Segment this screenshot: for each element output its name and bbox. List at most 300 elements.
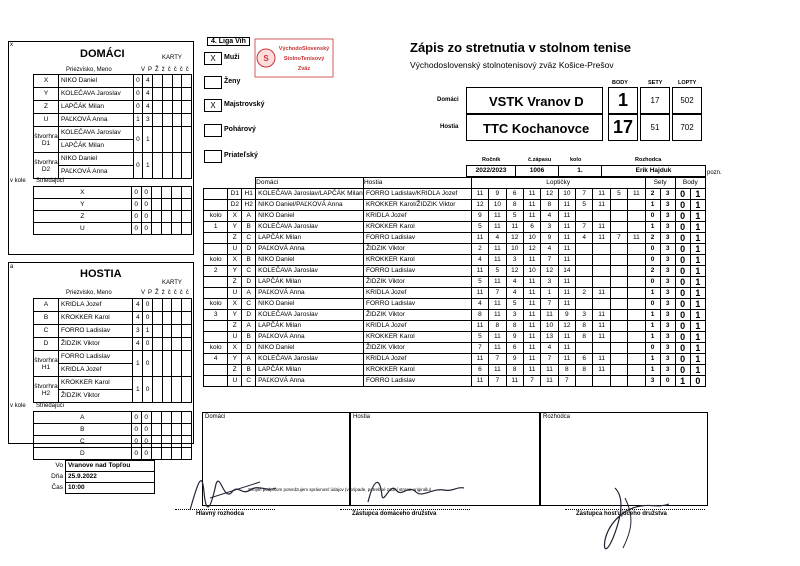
doubles-name: FORRO Ladislav — [58, 351, 132, 364]
match-ball-score — [628, 255, 645, 266]
match-away-pos: C — [242, 266, 256, 277]
home-panel-corner: x — [10, 42, 13, 48]
card-cell — [151, 187, 161, 199]
notes-rozhodca-label: Rozhodca — [543, 414, 571, 420]
home-panel-title: DOMÁCI — [80, 48, 125, 60]
score-home-points: 1 — [608, 87, 638, 114]
sub-wins: 0 — [131, 424, 141, 436]
match-away-pos: B — [242, 365, 256, 376]
match-ball-score: 11 — [558, 354, 575, 365]
match-ball-score — [610, 365, 627, 376]
match-ball-score: 9 — [471, 211, 488, 222]
meta-pozn: pozn. — [707, 170, 722, 176]
match-sets-away: 3 — [660, 244, 675, 255]
match-ball-score: 10 — [523, 233, 540, 244]
doubles-wins: 0 — [133, 153, 143, 179]
meta-rozhodca-label: Rozhodca — [635, 157, 662, 163]
card-cell — [171, 436, 181, 448]
match-away-player: KRIDLA Jozef — [363, 354, 471, 365]
card-cell — [182, 153, 192, 179]
match-kolo: kolo — [204, 211, 228, 222]
match-ball-score: 7 — [541, 299, 558, 310]
sub-row — [34, 448, 192, 460]
match-ball-score: 11 — [489, 277, 506, 288]
card-cell — [151, 223, 161, 235]
match-points-home: 0 — [675, 343, 690, 354]
home-players-table — [33, 74, 192, 179]
match-kolo — [204, 200, 228, 211]
match-home-pos: U — [228, 376, 242, 387]
card-cell — [162, 114, 172, 127]
card-cell — [153, 351, 163, 377]
match-ball-score: 11 — [593, 288, 610, 299]
match-ball-score: 7 — [471, 343, 488, 354]
match-ball-score — [576, 244, 593, 255]
card-cell — [181, 187, 191, 199]
card-cell — [162, 325, 172, 338]
match-sets-away: 3 — [660, 255, 675, 266]
match-ball-score — [628, 266, 645, 277]
card-cell — [161, 424, 171, 436]
away-subs-label: v kole — [10, 403, 26, 409]
match-away-player: ŽIDZIK Viktor — [363, 244, 471, 255]
match-ball-score: 11 — [593, 189, 610, 200]
col-body: Body — [675, 178, 705, 189]
match-ball-score: 11 — [523, 189, 540, 200]
match-points-away: 1 — [690, 299, 705, 310]
match-home-pos: D1 — [228, 189, 242, 200]
card-cell — [181, 436, 191, 448]
svg-text:S: S — [263, 54, 269, 63]
match-home-player: NIKO Daniel/PAĽKOVÁ Anna — [256, 200, 364, 211]
match-home-player: KOLEČAVA Jaroslav — [256, 266, 364, 277]
match-ball-score: 11 — [593, 365, 610, 376]
match-kolo — [204, 244, 228, 255]
match-away-player: KRIDLA Jozef — [363, 288, 471, 299]
match-away-pos: B — [242, 222, 256, 233]
match-points-home: 0 — [675, 255, 690, 266]
match-ball-score: 6 — [506, 343, 523, 354]
venue-label: Čas — [51, 484, 63, 491]
match-ball-score: 10 — [489, 200, 506, 211]
match-ball-score: 5 — [471, 332, 488, 343]
match-sets-home: 1 — [645, 321, 660, 332]
match-ball-score — [610, 255, 627, 266]
match-points-home: 0 — [675, 321, 690, 332]
doubles-name: NIKO Daniel — [58, 153, 133, 166]
match-ball-score: 11 — [489, 310, 506, 321]
match-points-away: 1 — [690, 288, 705, 299]
form-title: Zápis zo stretnutia v stolnom tenise — [410, 40, 632, 55]
match-ball-score: 11 — [489, 365, 506, 376]
home-subs-label: v kole — [10, 178, 26, 184]
player-name: PAĽKOVÁ Anna — [58, 114, 133, 127]
match-row — [204, 200, 706, 211]
match-ball-score: 11 — [471, 376, 488, 387]
match-ball-score: 11 — [523, 354, 540, 365]
sub-pos: D — [34, 448, 132, 460]
player-wins: 0 — [133, 75, 143, 88]
away-col-heads: VPŽžčččč — [141, 290, 192, 296]
match-sets-away: 3 — [660, 211, 675, 222]
doubles-name: ŽIDZIK Viktor — [58, 390, 132, 403]
match-away-player: ŽIDZIK Viktor — [363, 310, 471, 321]
match-points-away: 1 — [690, 244, 705, 255]
match-ball-score — [628, 321, 645, 332]
player-wins: 3 — [133, 325, 143, 338]
card-cell — [153, 338, 163, 351]
match-ball-score — [628, 299, 645, 310]
doubles-wins: 0 — [133, 127, 143, 153]
match-ball-score: 7 — [541, 255, 558, 266]
card-cell — [182, 325, 192, 338]
match-ball-score — [593, 299, 610, 310]
card-cell — [182, 351, 192, 377]
match-sets-away: 3 — [660, 277, 675, 288]
match-ball-score: 12 — [523, 244, 540, 255]
signature-domaci-icon — [360, 470, 470, 510]
card-cell — [182, 88, 192, 101]
match-sets-away: 0 — [660, 376, 675, 387]
sub-losses: 0 — [141, 199, 151, 211]
doubles-pos: štvorhra H1 — [34, 351, 59, 377]
match-row — [204, 255, 706, 266]
match-ball-score: 11 — [628, 189, 645, 200]
player-pos: A — [34, 299, 59, 312]
doubles-row — [34, 377, 192, 390]
card-cell — [162, 88, 172, 101]
sub-row — [34, 199, 192, 211]
col-lopty: Loptičky — [471, 178, 645, 189]
match-away-pos: A — [242, 288, 256, 299]
match-ball-score: 4 — [471, 255, 488, 266]
match-ball-score: 4 — [489, 233, 506, 244]
category-label: Muži — [224, 54, 240, 61]
match-sets-home: 1 — [645, 365, 660, 376]
match-ball-score: 11 — [506, 222, 523, 233]
match-ball-score: 4 — [471, 299, 488, 310]
match-ball-score — [610, 343, 627, 354]
player-wins: 4 — [133, 312, 143, 325]
match-sets-away: 3 — [660, 321, 675, 332]
score-away-label: Hostia — [440, 124, 459, 130]
match-away-player: KROKKER Karol/ŽIDZIK Viktor — [363, 200, 471, 211]
match-ball-score: 11 — [593, 332, 610, 343]
match-points-home: 0 — [675, 288, 690, 299]
match-home-pos: U — [228, 288, 242, 299]
card-cell — [153, 101, 163, 114]
match-away-player: KROKKER Karol — [363, 222, 471, 233]
sub-row — [34, 223, 192, 235]
match-kolo: kolo — [204, 299, 228, 310]
category-label: Pohárový — [224, 126, 256, 133]
card-cell — [151, 211, 161, 223]
match-ball-score: 11 — [558, 233, 575, 244]
doubles-name: KROKKER Karol — [58, 377, 132, 390]
home-cards-label: KARTY — [162, 55, 182, 61]
match-points-away: 1 — [690, 277, 705, 288]
score-home-balls: 502 — [672, 87, 702, 114]
match-away-pos: B — [242, 255, 256, 266]
match-ball-score — [628, 365, 645, 376]
match-ball-score: 5 — [471, 222, 488, 233]
match-home-player: KOLEČAVA Jaroslav — [256, 310, 364, 321]
player-name: ŽIDZIK Viktor — [58, 338, 132, 351]
player-row — [34, 338, 192, 351]
player-name: NIKO Daniel — [58, 75, 133, 88]
match-points-away: 1 — [690, 211, 705, 222]
match-points-away: 1 — [690, 233, 705, 244]
match-sets-home: 1 — [645, 354, 660, 365]
match-ball-score: 1 — [541, 288, 558, 299]
match-sets-home: 3 — [645, 376, 660, 387]
match-ball-score: 6 — [576, 354, 593, 365]
match-ball-score: 7 — [558, 376, 575, 387]
card-cell — [181, 448, 191, 460]
sub-pos: A — [34, 412, 132, 424]
sub-losses: 0 — [141, 412, 151, 424]
match-ball-score: 11 — [523, 277, 540, 288]
match-points-home: 0 — [675, 332, 690, 343]
match-sets-away: 3 — [660, 299, 675, 310]
match-away-pos: D — [242, 244, 256, 255]
player-losses: 0 — [143, 299, 153, 312]
match-ball-score: 11 — [593, 354, 610, 365]
doubles-name: KRIDLA Jozef — [58, 364, 132, 377]
match-ball-score: 11 — [541, 376, 558, 387]
venue-value: Vranove nad Topľou — [66, 461, 155, 472]
card-cell — [172, 114, 182, 127]
category-checkbox[interactable]: X — [204, 52, 222, 65]
sub-losses: 0 — [141, 424, 151, 436]
match-ball-score: 8 — [576, 321, 593, 332]
doubles-pos: štvorhra H2 — [34, 377, 59, 403]
doubles-row — [34, 153, 192, 166]
category-label: Majstrovský — [224, 101, 265, 108]
match-ball-score: 7 — [489, 288, 506, 299]
match-points-away: 1 — [690, 310, 705, 321]
card-cell — [171, 199, 181, 211]
meta-rozhodca: Erik Hajduk — [602, 166, 706, 177]
match-sets-away: 3 — [660, 189, 675, 200]
match-ball-score: 5 — [576, 200, 593, 211]
match-ball-score: 11 — [506, 376, 523, 387]
match-ball-score: 6 — [471, 365, 488, 376]
doubles-wins: 1 — [133, 351, 143, 377]
match-away-player: FORRO Ladislav/KRIDLA Jozef — [363, 189, 471, 200]
sub-row — [34, 187, 192, 199]
doubles-name: LAPČÁK Milan — [58, 140, 133, 153]
player-row — [34, 299, 192, 312]
match-points-away: 1 — [690, 189, 705, 200]
match-away-pos: D — [242, 310, 256, 321]
match-ball-score: 9 — [489, 189, 506, 200]
card-cell — [161, 412, 171, 424]
card-cell — [172, 351, 182, 377]
match-ball-score: 8 — [576, 365, 593, 376]
sig-label-domaci: Zástupca domáceho družstva — [352, 511, 437, 517]
match-sets-home: 1 — [645, 222, 660, 233]
card-cell — [181, 211, 191, 223]
match-ball-score: 5 — [610, 189, 627, 200]
match-ball-score: 12 — [506, 266, 523, 277]
match-ball-score: 7 — [576, 189, 593, 200]
player-pos: Y — [34, 88, 59, 101]
match-sets-home: 1 — [645, 332, 660, 343]
player-row — [34, 312, 192, 325]
match-home-player: KOLEČAVA Jaroslav/LAPČÁK Milan — [256, 189, 364, 200]
score-home-team: VSTK Vranov D — [466, 87, 603, 114]
category-checkbox[interactable] — [204, 76, 222, 89]
match-home-pos: X — [228, 211, 242, 222]
card-cell — [151, 412, 161, 424]
match-kolo: 4 — [204, 354, 228, 365]
match-points-away: 1 — [690, 354, 705, 365]
player-name: FORRO Ladislav — [58, 325, 132, 338]
match-home-player: KOLEČAVA Jaroslav — [256, 354, 364, 365]
match-home-player: LAPČÁK Milan — [256, 321, 364, 332]
card-cell — [151, 436, 161, 448]
match-ball-score: 8 — [506, 321, 523, 332]
form-subtitle: Východoslovenský stolnotenisový zväz Košice-Prešov — [410, 60, 614, 70]
sub-pos: Y — [34, 199, 132, 211]
player-pos: B — [34, 312, 59, 325]
card-cell — [182, 377, 192, 403]
score-head-sety: SETY — [648, 80, 663, 86]
score-away-points: 17 — [608, 114, 638, 141]
sub-row — [34, 424, 192, 436]
match-kolo — [204, 233, 228, 244]
svg-text:StolnoTenisový: StolnoTenisový — [283, 56, 325, 62]
player-row — [34, 101, 192, 114]
category-checkbox[interactable]: X — [204, 99, 222, 112]
player-losses: 4 — [143, 88, 153, 101]
player-losses: 4 — [143, 75, 153, 88]
card-cell — [182, 338, 192, 351]
match-ball-score — [628, 288, 645, 299]
player-name: KOLEČAVA Jaroslav — [58, 88, 133, 101]
match-sets-home: 0 — [645, 277, 660, 288]
match-home-pos: D2 — [228, 200, 242, 211]
match-ball-score: 11 — [471, 288, 488, 299]
match-ball-score: 4 — [576, 233, 593, 244]
match-points-home: 0 — [675, 277, 690, 288]
match-points-home: 0 — [675, 222, 690, 233]
category-checkbox[interactable] — [204, 150, 222, 163]
match-points-home: 1 — [675, 376, 690, 387]
match-ball-score — [576, 277, 593, 288]
score-head-lopty: LOPTY — [678, 80, 697, 86]
match-ball-score — [610, 332, 627, 343]
player-wins: 1 — [133, 114, 143, 127]
match-away-pos: D — [242, 343, 256, 354]
away-panel-corner: a — [10, 264, 14, 270]
card-cell — [172, 153, 182, 179]
match-home-pos: U — [228, 332, 242, 343]
card-cell — [151, 424, 161, 436]
meta-table — [466, 165, 706, 177]
sub-pos: Z — [34, 211, 132, 223]
match-ball-score — [610, 211, 627, 222]
match-kolo — [204, 189, 228, 200]
match-row — [204, 343, 706, 354]
away-subs-header: Striedajúci — [36, 403, 65, 409]
match-ball-score: 11 — [523, 211, 540, 222]
signature-hostia-icon — [585, 478, 685, 558]
match-away-pos: H2 — [242, 200, 256, 211]
sub-wins: 0 — [131, 436, 141, 448]
match-sets-home: 1 — [645, 200, 660, 211]
match-ball-score — [610, 200, 627, 211]
card-cell — [162, 101, 172, 114]
match-home-pos: Z — [228, 365, 242, 376]
match-away-pos: A — [242, 321, 256, 332]
match-ball-score: 3 — [506, 310, 523, 321]
score-home-sets: 17 — [640, 87, 670, 114]
card-cell — [162, 75, 172, 88]
card-cell — [181, 424, 191, 436]
match-ball-score: 11 — [558, 332, 575, 343]
sub-wins: 0 — [131, 211, 141, 223]
card-cell — [161, 448, 171, 460]
match-home-player: NIKO Daniel — [256, 299, 364, 310]
card-cell — [181, 199, 191, 211]
card-cell — [161, 436, 171, 448]
match-sets-home: 0 — [645, 255, 660, 266]
match-sets-home: 0 — [645, 244, 660, 255]
card-cell — [153, 312, 163, 325]
away-panel-title: HOSTIA — [80, 268, 122, 280]
match-kolo — [204, 332, 228, 343]
match-ball-score: 11 — [523, 299, 540, 310]
doubles-name: KOLEČAVA Jaroslav — [58, 127, 133, 140]
category-label: Ženy — [224, 78, 241, 85]
match-away-pos: C — [242, 299, 256, 310]
card-cell — [161, 199, 171, 211]
venue-label: Dňa — [51, 473, 63, 480]
match-ball-score: 8 — [506, 200, 523, 211]
match-ball-score: 11 — [471, 189, 488, 200]
match-home-pos: X — [228, 343, 242, 354]
match-points-home: 0 — [675, 244, 690, 255]
match-sets-away: 3 — [660, 222, 675, 233]
match-away-pos: H1 — [242, 189, 256, 200]
match-ball-score — [610, 222, 627, 233]
match-ball-score: 4 — [541, 211, 558, 222]
meta-rocnik-label: Ročník — [482, 157, 501, 163]
match-home-player: PAĽKOVÁ Anna — [256, 376, 364, 387]
match-home-player: PAĽKOVÁ Anna — [256, 288, 364, 299]
match-home-player: PAĽKOVÁ Anna — [256, 244, 364, 255]
category-checkbox[interactable] — [204, 124, 222, 137]
card-cell — [181, 223, 191, 235]
match-ball-score: 9 — [506, 332, 523, 343]
match-ball-score: 12 — [506, 233, 523, 244]
match-ball-score: 3 — [541, 222, 558, 233]
match-home-player: NIKO Daniel — [256, 255, 364, 266]
card-cell — [172, 338, 182, 351]
card-cell — [182, 299, 192, 312]
match-home-player: PAĽKOVÁ Anna — [256, 332, 364, 343]
match-ball-score: 11 — [489, 211, 506, 222]
match-ball-score: 3 — [576, 310, 593, 321]
venue-row — [45, 472, 155, 483]
venue-label: Vo — [55, 462, 63, 469]
sub-wins: 0 — [131, 223, 141, 235]
match-kolo: kolo — [204, 343, 228, 354]
match-ball-score: 9 — [541, 233, 558, 244]
card-cell — [171, 187, 181, 199]
